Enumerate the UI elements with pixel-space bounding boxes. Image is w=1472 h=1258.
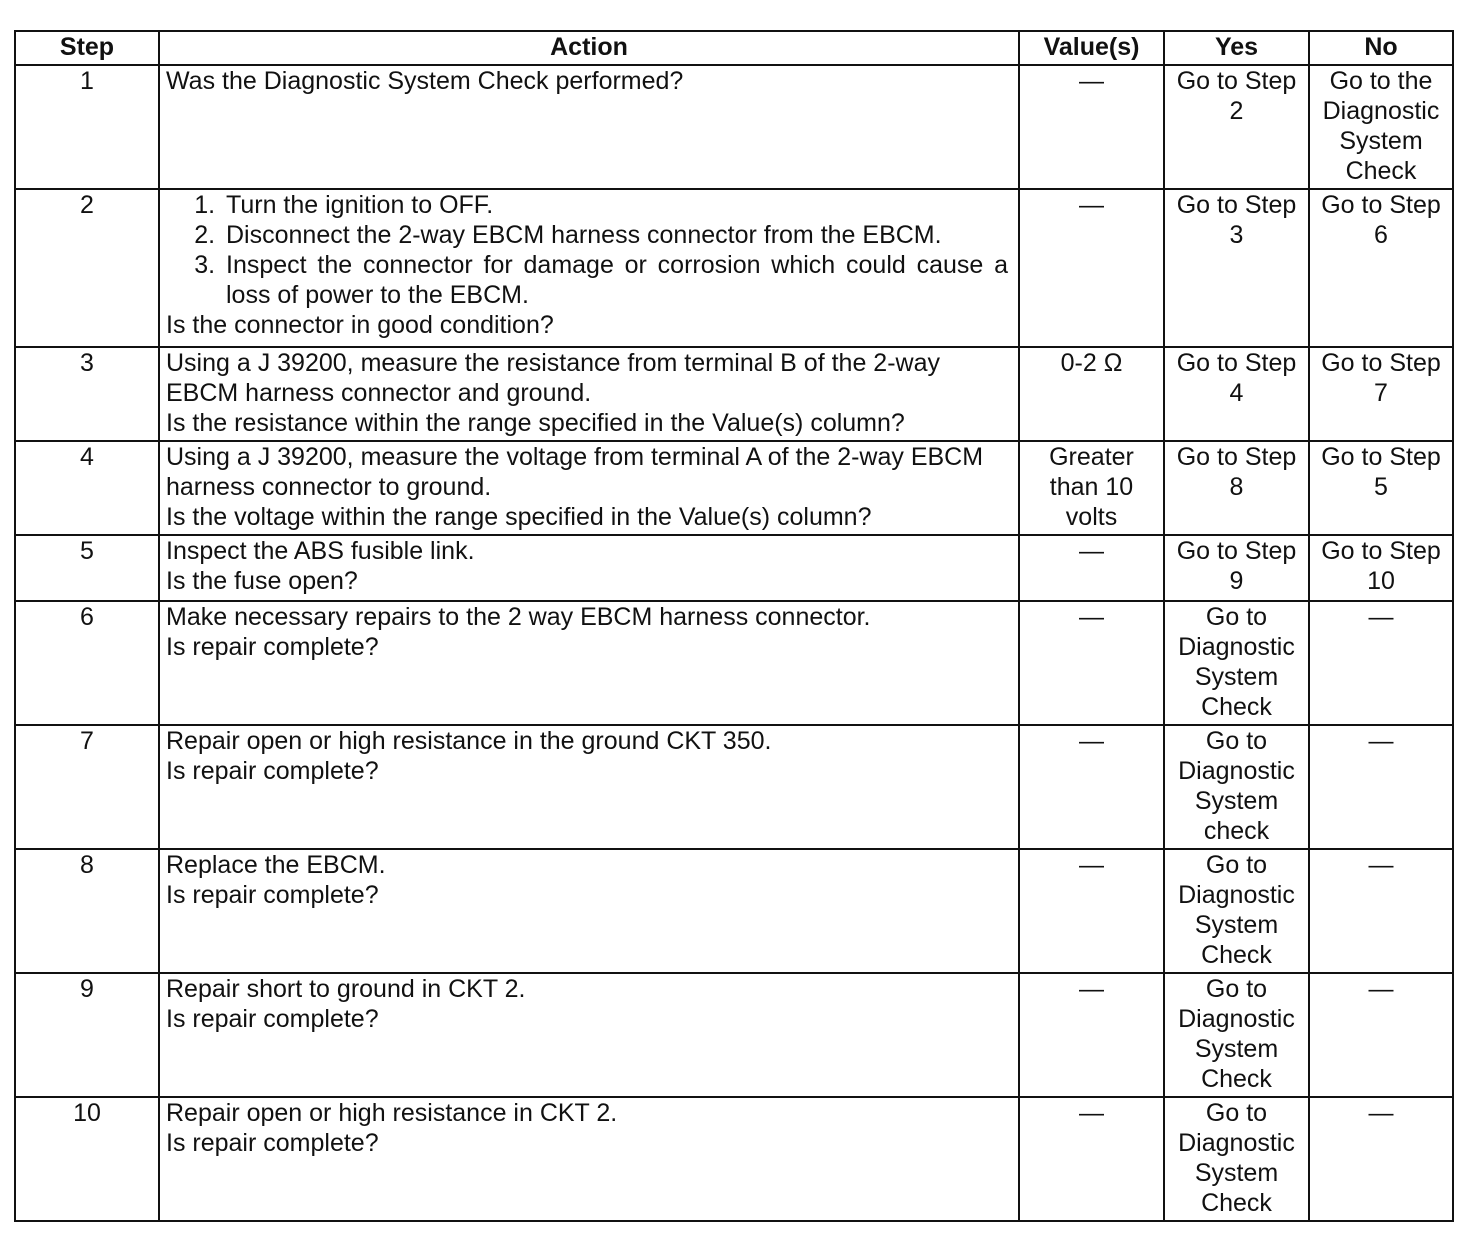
- step-number: 6: [15, 601, 159, 725]
- substep-list: [166, 190, 1012, 310]
- substep-item: 1. Turn the ignition to OFF.: [222, 190, 1008, 220]
- yes-cell: Go to Diagnostic System Check: [1164, 1097, 1309, 1221]
- value-cell: —: [1019, 535, 1164, 601]
- header-row: [15, 31, 1453, 65]
- step-number: 4: [15, 441, 159, 535]
- step-number: 8: [15, 849, 159, 973]
- substep-item: 3. Inspect the connector for damage or corrosion which could cause a loss of power to the EBCM.: [222, 250, 1008, 310]
- table-row: [15, 189, 1453, 347]
- value-cell: —: [1019, 725, 1164, 849]
- yes-cell: Go to Step 4: [1164, 347, 1309, 441]
- no-cell: Go to the Diagnostic System Check: [1309, 65, 1453, 189]
- action-text: Replace the EBCM. Is repair complete?: [159, 849, 1019, 973]
- yes-cell: Go to Diagnostic System check: [1164, 725, 1309, 849]
- table-row: [15, 849, 1453, 973]
- yes-cell: Go to Step 8: [1164, 441, 1309, 535]
- step-number: 10: [15, 1097, 159, 1221]
- table-row: [15, 65, 1453, 189]
- value-cell: —: [1019, 601, 1164, 725]
- table-row: [15, 973, 1453, 1097]
- table-row: [15, 535, 1453, 601]
- value-cell: —: [1019, 973, 1164, 1097]
- action-text: Make necessary repairs to the 2 way EBCM harness connector. Is repair complete?: [159, 601, 1019, 725]
- header-yes: Yes: [1164, 31, 1309, 65]
- value-cell: Greater than 10 volts: [1019, 441, 1164, 535]
- yes-cell: Go to Step 2: [1164, 65, 1309, 189]
- no-cell: Go to Step 7: [1309, 347, 1453, 441]
- action-text: Using a J 39200, measure the voltage from terminal A of the 2-way EBCM harness connector to ground. Is the voltage within the range specified in the Value(s) column?: [159, 441, 1019, 535]
- no-cell: Go to Step 10: [1309, 535, 1453, 601]
- no-cell: Go to Step 6: [1309, 189, 1453, 347]
- value-cell: —: [1019, 1097, 1164, 1221]
- header-values: Value(s): [1019, 31, 1164, 65]
- value-cell: 0-2 Ω: [1019, 347, 1164, 441]
- no-cell: —: [1309, 849, 1453, 973]
- action-text: Repair open or high resistance in the ground CKT 350. Is repair complete?: [159, 725, 1019, 849]
- action-cell: [159, 189, 1019, 347]
- value-cell: —: [1019, 189, 1164, 347]
- value-cell: —: [1019, 65, 1164, 189]
- action-question: Is the connector in good condition?: [166, 311, 554, 339]
- no-cell: —: [1309, 725, 1453, 849]
- step-number: 3: [15, 347, 159, 441]
- no-cell: —: [1309, 973, 1453, 1097]
- step-number: 7: [15, 725, 159, 849]
- yes-cell: Go to Diagnostic System Check: [1164, 849, 1309, 973]
- yes-cell: Go to Step 9: [1164, 535, 1309, 601]
- yes-cell: Go to Diagnostic System Check: [1164, 973, 1309, 1097]
- action-text: Inspect the ABS fusible link. Is the fuse open?: [159, 535, 1019, 601]
- yes-cell: Go to Step 3: [1164, 189, 1309, 347]
- action-text: Repair open or high resistance in CKT 2. Is repair complete?: [159, 1097, 1019, 1221]
- substep-item: 2. Disconnect the 2-way EBCM harness connector from the EBCM.: [222, 220, 1008, 250]
- no-cell: —: [1309, 1097, 1453, 1221]
- header-step: Step: [15, 31, 159, 65]
- action-text: Using a J 39200, measure the resistance from terminal B of the 2-way EBCM harness connector and ground. Is the resistance within the range specified in the Value(s) column?: [159, 347, 1019, 441]
- step-number: 1: [15, 65, 159, 189]
- no-cell: —: [1309, 601, 1453, 725]
- step-number: 2: [15, 189, 159, 347]
- action-text: Was the Diagnostic System Check performed?: [159, 65, 1019, 189]
- step-number: 9: [15, 973, 159, 1097]
- table-row: [15, 1097, 1453, 1221]
- table-row: [15, 601, 1453, 725]
- yes-cell: Go to Diagnostic System Check: [1164, 601, 1309, 725]
- table-row: [15, 725, 1453, 849]
- step-number: 5: [15, 535, 159, 601]
- diagnostic-table: [14, 30, 1454, 1222]
- header-action: Action: [159, 31, 1019, 65]
- no-cell: Go to Step 5: [1309, 441, 1453, 535]
- header-no: No: [1309, 31, 1453, 65]
- action-text: Repair short to ground in CKT 2. Is repair complete?: [159, 973, 1019, 1097]
- table-row: [15, 441, 1453, 535]
- table-row: [15, 347, 1453, 441]
- value-cell: —: [1019, 849, 1164, 973]
